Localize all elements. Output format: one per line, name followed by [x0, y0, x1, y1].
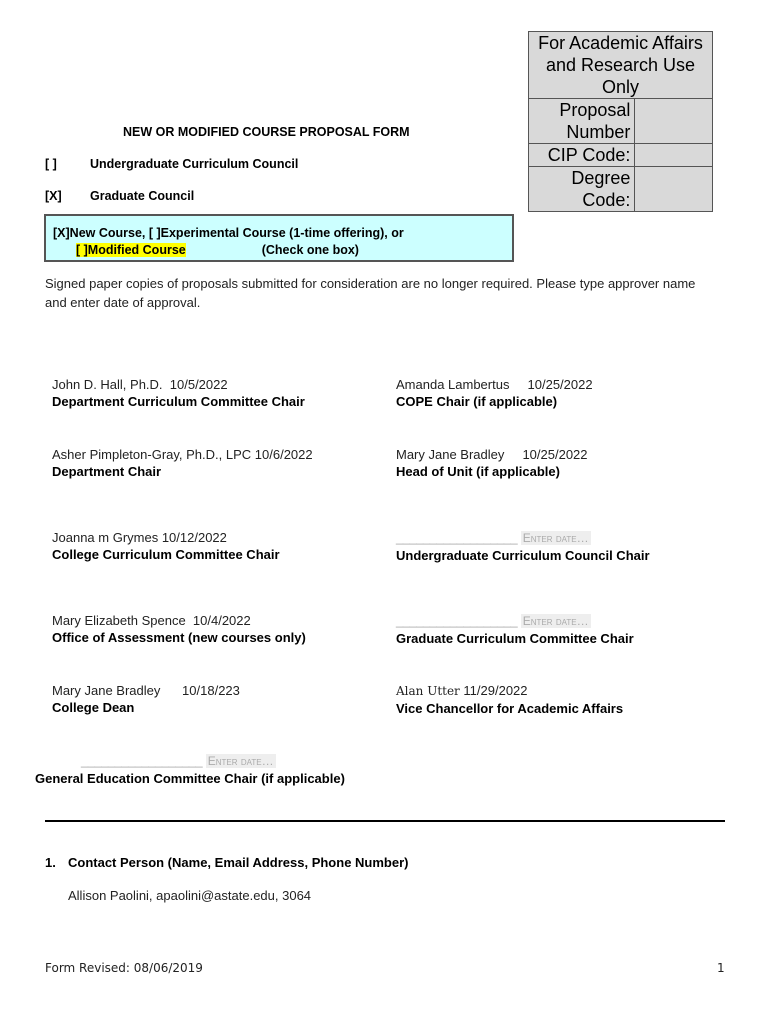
signer-name-field[interactable]: __________________ — [81, 753, 203, 768]
signer-name[interactable]: John D. Hall, Ph.D. 10/5/2022 — [52, 377, 228, 392]
course-type-line1[interactable]: [X]New Course, [ ]Experimental Course (1-time offering), or — [53, 226, 404, 240]
date-picker-field[interactable]: Enter date… — [522, 614, 589, 628]
signer-name[interactable]: Mary Jane Bradley 10/25/2022 — [396, 447, 588, 462]
signature-cope-chair — [396, 376, 593, 410]
signature-office-of-assessment — [52, 612, 306, 646]
modified-course-option[interactable]: [ ]Modified Course — [76, 243, 186, 257]
contact-heading — [45, 855, 408, 870]
signer-entry — [35, 752, 345, 770]
signer-entry — [396, 612, 634, 630]
contact-number: 1. — [45, 855, 56, 870]
signer-entry — [396, 682, 623, 700]
signer-role: Head of Unit (if applicable) — [396, 464, 560, 479]
signer-role: Graduate Curriculum Committee Chair — [396, 631, 634, 646]
signer-role: Undergraduate Curriculum Council Chair — [396, 548, 650, 563]
proposal-number-value[interactable] — [635, 99, 713, 144]
signature-dept-chair — [52, 446, 313, 480]
signature-vice-chancellor — [396, 682, 623, 717]
intro-text: Signed paper copies of proposals submitted for consideration are no longer required. Please type approver name and enter date of approval. — [45, 276, 696, 310]
signer-name[interactable]: Asher Pimpleton-Gray, Ph.D., LPC 10/6/2022 — [52, 447, 313, 462]
degree-code-value[interactable] — [635, 167, 713, 212]
page-number: 1 — [717, 961, 725, 975]
course-type-line2 — [53, 242, 512, 259]
signer-name[interactable]: Mary Jane Bradley 10/18/223 — [52, 683, 240, 698]
signer-role: Vice Chancellor for Academic Affairs — [396, 701, 624, 716]
signature-dept-curriculum-chair — [52, 376, 305, 410]
signer-date[interactable]: 11/29/2022 — [459, 683, 528, 698]
signer-name-script[interactable]: Alan Utter — [396, 684, 460, 698]
signer-role: Department Chair — [52, 464, 162, 479]
signer-role: COPE Chair (if applicable) — [396, 394, 558, 409]
undergraduate-checkbox[interactable]: [ ] — [45, 157, 57, 171]
signature-ucc-chair — [396, 529, 650, 564]
signer-name[interactable]: Joanna m Grymes 10/12/2022 — [52, 530, 227, 545]
form-revised-footer: Form Revised: 08/06/2019 — [45, 961, 203, 975]
proposal-number-label: Proposal Number — [529, 99, 635, 144]
council-option-graduate[interactable] — [45, 189, 194, 203]
cip-code-value[interactable] — [635, 144, 713, 167]
academic-affairs-table — [528, 31, 713, 212]
signer-role: College Dean — [52, 700, 135, 715]
contact-value[interactable]: Allison Paolini, apaolini@astate.edu, 3064 — [68, 888, 312, 903]
course-type-box — [44, 214, 514, 262]
cip-code-label: CIP Code: — [529, 144, 635, 167]
degree-code-label: Degree Code: — [529, 167, 635, 212]
signer-name-field[interactable]: __________________ — [396, 613, 518, 628]
signer-role: College Curriculum Committee Chair — [52, 547, 280, 562]
section-divider — [45, 820, 725, 822]
form-title: NEW OR MODIFIED COURSE PROPOSAL FORM — [123, 125, 410, 139]
undergraduate-council-label: Undergraduate Curriculum Council — [90, 157, 299, 171]
date-picker-field[interactable]: Enter date… — [522, 531, 589, 545]
signer-name-field[interactable]: __________________ — [396, 530, 518, 545]
signer-role: Department Curriculum Committee Chair — [52, 394, 305, 409]
signature-gen-ed-chair — [35, 752, 345, 787]
graduate-checkbox[interactable]: [X] — [45, 189, 62, 203]
signer-name[interactable]: Mary Elizabeth Spence 10/4/2022 — [52, 613, 251, 628]
check-one-hint: (Check one box) — [261, 243, 359, 257]
graduate-council-label: Graduate Council — [90, 189, 195, 203]
date-picker-field[interactable]: Enter date… — [207, 754, 274, 768]
signer-role: Office of Assessment (new courses only) — [52, 630, 306, 645]
academic-affairs-heading: For Academic Affairs and Research Use Only — [529, 32, 713, 99]
signature-college-dean — [52, 682, 240, 716]
contact-heading-text: Contact Person (Name, Email Address, Phone Number) — [68, 855, 409, 870]
signer-entry — [396, 529, 650, 547]
signer-role: General Education Committee Chair (if applicable) — [35, 771, 345, 786]
signature-graduate-curriculum-chair — [396, 612, 634, 647]
signer-name[interactable]: Amanda Lambertus 10/25/2022 — [396, 377, 593, 392]
council-option-undergraduate[interactable] — [45, 157, 298, 171]
signature-college-curriculum-chair — [52, 529, 280, 563]
signature-head-of-unit — [396, 446, 588, 480]
